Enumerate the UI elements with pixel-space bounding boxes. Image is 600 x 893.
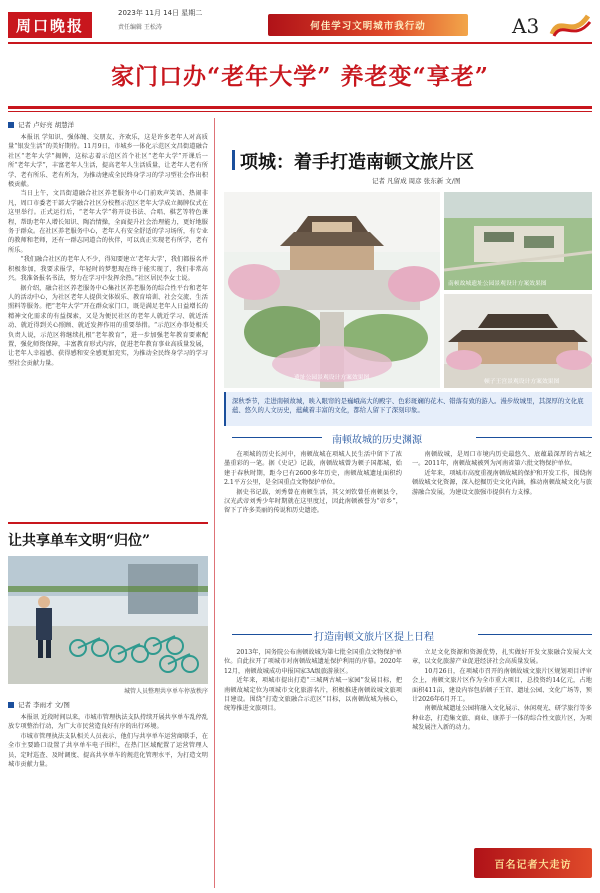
section1-column2 bbox=[412, 450, 592, 497]
image-caption: 南顿故城遗址公园景观设计方案效果图 bbox=[448, 281, 547, 287]
site-aerial-drawing bbox=[444, 192, 592, 290]
editor-credit: 责任编辑 王松涛 bbox=[118, 24, 162, 31]
page-number: A3 bbox=[512, 14, 540, 38]
left-article-body bbox=[8, 133, 208, 368]
square-bullet-icon bbox=[8, 122, 14, 128]
title-accent-bar bbox=[232, 150, 235, 170]
park-rendering-drawing bbox=[224, 192, 440, 388]
photo-caption: 城管人员整理共享单车停放秩序 bbox=[123, 688, 208, 695]
section1-column1 bbox=[224, 450, 402, 516]
section-rule-right bbox=[478, 634, 592, 635]
paragraph: 南顿故城，是周口市境内历史最悠久、底蕴最深厚的古城之一。2011年，南顿故城被列为河南省第六批文物保护单位。 bbox=[412, 451, 592, 468]
masthead-rule bbox=[8, 42, 592, 44]
series-badge: 百名记者大走访 bbox=[474, 848, 592, 878]
bike-photo bbox=[8, 556, 208, 684]
section-rule-left bbox=[232, 437, 322, 438]
section2-column2 bbox=[412, 648, 592, 733]
page-headline: 家门口办“老年大学” 养老变“享老” bbox=[111, 63, 489, 90]
section-rule-left bbox=[232, 634, 312, 635]
paragraph: 近年来，项城市高度重视南顿故城的保护和开发工作，围绕南顿故城文化资源，深入挖掘历史文化内涵，推动南顿故城文化与旅游融合发展，为建设文旅强市提供有力支撑。 bbox=[412, 469, 592, 496]
left-sub-article bbox=[8, 700, 208, 769]
sub-article-byline bbox=[8, 700, 208, 709]
right-article-byline: 记者 凡留成 周彦 张东新 文/图 bbox=[372, 177, 461, 185]
sub-article-headline: 让共享单车文明“归位” bbox=[8, 533, 151, 549]
intro-text: 深秋季节，走进南顿故城，映入眼帘的是巍峨高大的殿宇、色彩斑斓的花木、错落有致的游人。漫步故城里，其深厚的文化底蕴、悠久的人文历史，蕴藏着丰富的文化，都给人留下了深刻印象。 bbox=[232, 397, 584, 415]
paragraph: 在项城的历史长河中，南顿故城在项城人民生活中留下了浓墨重彩的一笔。据《史记》记载，南顿故城曾为顿子国都城，始建于春秋时期，距今已有2600多年历史，南顿故城遗址面积约2.1平方公里，是全国重点文物保护单位。 bbox=[224, 451, 402, 487]
right-article-title: 项城：着手打造南顿文旅片区 bbox=[240, 152, 474, 173]
campaign-banner bbox=[268, 14, 468, 36]
left-article-byline bbox=[8, 120, 208, 129]
column-divider bbox=[214, 118, 215, 888]
byline-text: 记者 李雨才 文/图 bbox=[18, 701, 70, 709]
headline-rule bbox=[8, 106, 592, 109]
paragraph: 南顿故城遗址公园将融入文化展示、休闲观光、研学旅行等多种业态，打造集文旅、商业、康养于一体的综合性文旅片区，为项城发展注入新的动力。 bbox=[412, 705, 592, 732]
paragraph: 市城市管理执法支队相关人员表示，他们与共享单车运营商联手，在全市主要路口设置了共享单车电子围栏，在热门区域配置了运营管理人员，定时巡查、及时调度、提高共享单车的规范化管理水平，为打造文明城市贡献力量。 bbox=[8, 732, 208, 769]
paragraph: 10月26日，在项城市召开的南顿故城文旅片区规划项目评审会上，南顿文旅片区作为全市重大项目，总投资约14亿元，占地面积411亩，建设内容包括顿子王宫、遗址公园、文化广场等，预计2026年6月开工。 bbox=[412, 667, 592, 704]
intro-box bbox=[224, 392, 592, 426]
paragraph: 据介绍，融合社区养老服务中心集社区养老服务的综合性平台和老年人的活动中心，为社区老年人提供文体娱乐、教育培训、社会交流、生活照料等服务。把“老年大学”开在群众家门口，既是满足老年人日益增长的精神文化需求的有益探索，又是为便民社区的老年人就近学习、就近活动、就近得到关心照顾、就近发挥作用的重要举措。“示范区办事处相关负责人说，示范区将继续扎根“老年教育”，进一步加强老年教育要素配置，强化师资保障，丰富教育形式内容，促进老年教育事业高质量发展，让老年人幸福感、获得感和安全感更加充实，为推动全民终身学习的学习型社会贡献力量。 bbox=[8, 284, 208, 367]
issue-date: 2023年 11月 14日 星期二 bbox=[118, 9, 203, 17]
park-rendering-image bbox=[224, 192, 440, 388]
section2-column1 bbox=[224, 648, 402, 714]
byline-text: 记者 卢好亮 胡慧洋 bbox=[18, 121, 75, 129]
paragraph: 据史书记载，刘秀曾在南顿生活，其父刘钦曾任南顿县令，汉光武帝刘秀少年时期就在这里度过，因此南顿被誉为“帝乡”，留下了许多美丽的传说和历史遗迹。 bbox=[224, 488, 402, 515]
image-caption: 顿子王宫景观设计方案效果图 bbox=[484, 379, 560, 385]
masthead bbox=[0, 0, 600, 50]
section-heading-plan: 打造南顿文旅片区提上日程 bbox=[314, 632, 434, 643]
sub-article-body bbox=[8, 713, 208, 769]
image-caption: 遗址公园景观设计方案效果图 bbox=[294, 375, 370, 381]
ribbon-icon bbox=[548, 10, 592, 40]
section-rule-right bbox=[476, 437, 592, 438]
newspaper-logo: 周口晚报 bbox=[8, 12, 92, 38]
paragraph: 2013年，国务院公布南顿故城为第七批全国重点文物保护单位。自此拉开了项城市对南顿故城遗址保护利用的序幕。2020年12月，南顿故城成功申报国家3A级旅游景区。 bbox=[224, 649, 402, 675]
paragraph: 当日上午，文昌街道融合社区养老服务中心门前欢声笑语、热闹非凡，周口市委老干部大学融合社区分校暨示范区老年大学成立揭牌仪式在这里举行。正式运行后，“老年大学”将开设书法、合唱、棋艺等特色课程，帮助老年人增长知识、陶冶情操，全面提升社会治理能力，更好地服务于群众。在社区养老服务中心，老年人有安全舒适的学习场所，有专业的教师和老师，还有一群志同道合的伙伴，可以真正实现老有所学，老有所乐。 bbox=[8, 190, 208, 254]
section-heading-history: 南顿故城的历史渊源 bbox=[332, 435, 422, 446]
paragraph: 近年来，项城市提出打造“三城两古城一家园”发展目标，把南顿故城定位为项城市文化旅游名片，积极推进南顿故城文旅项目建设。围绕“打造文旅融合示范区”目标，以南顿故城为核心，统筹推进文旅项目。 bbox=[224, 677, 402, 713]
bike-scene-image bbox=[8, 556, 208, 684]
site-aerial-image bbox=[444, 192, 592, 290]
paragraph: 本报讯 学知识、强体魄、交朋友、齐欢乐，这是许多老年人对高质量“银发生活”的美好期待。11月9日，市城乡一体化示范区文昌街道融合社区“老年大学”揭牌，这标志着示范区首个社区“老年大学”开课后一所“老年大学”，丰富老年人生活，提高老年人生活质量，让老年人老有所学、老有所乐、老有所为，为推动建成全民终身学习的学习型社会作出积极贡献。 bbox=[8, 134, 208, 189]
paragraph: 本报讯 近段时间以来，市城市管理执法支队持续开展共享单车乱停乱放专项整治行动，为广大市民营造良好有序的出行环境。 bbox=[8, 714, 208, 731]
square-bullet-icon bbox=[8, 702, 14, 708]
sub-article-rule bbox=[8, 522, 208, 524]
paragraph: 立足文化资源和资源优势，扎实做好开发文旅融合发展大文章，以文化旅游产业促进经济社会高质量发展。 bbox=[412, 649, 592, 666]
headline-rule-thin bbox=[8, 111, 592, 112]
left-article bbox=[8, 120, 208, 368]
paragraph: “我们融合社区的老年人不少，得知要建立‘老年大学’，我们都报名并积极参加，我要求报学，年轻时的梦想现在终于能实现了，我们非常高兴。我准备报名书法，努力在学习中发挥余热。”社区居民李女士说。 bbox=[8, 256, 208, 283]
palace-rendering-drawing bbox=[444, 294, 592, 388]
palace-rendering-image bbox=[444, 294, 592, 388]
campaign-banner-text: 何佳学习文明城市我行动 bbox=[310, 21, 426, 32]
